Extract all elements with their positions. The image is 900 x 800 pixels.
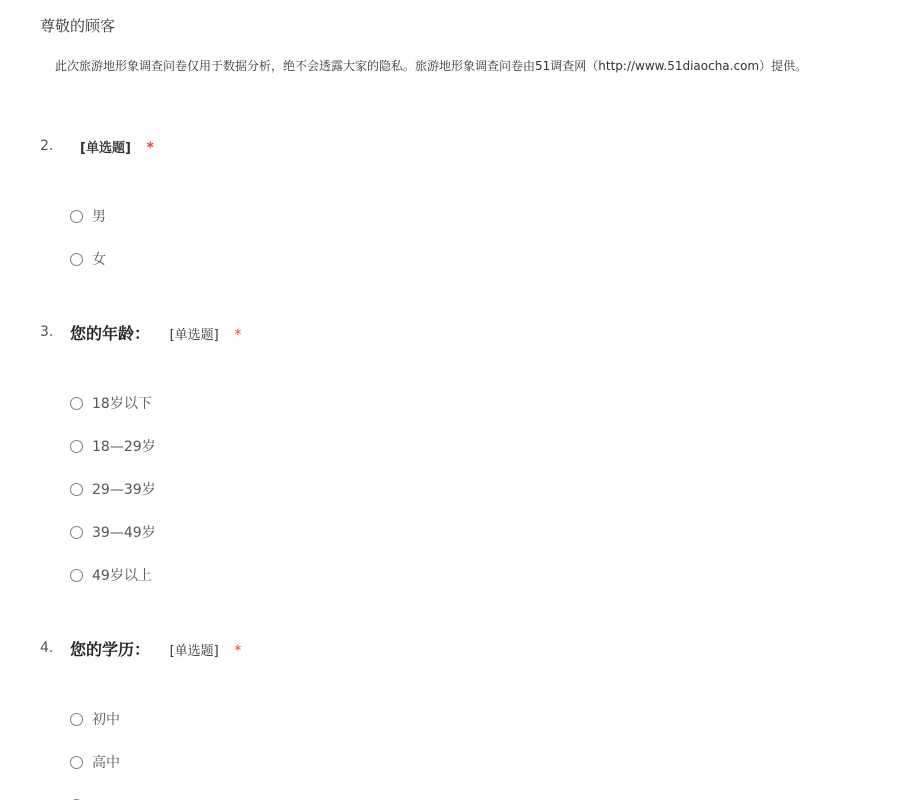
radio-button-icon[interactable] [70, 526, 83, 539]
required-marker: * [234, 327, 242, 343]
question-type-label: [单选题] [169, 644, 219, 659]
option-age-18-29[interactable] [70, 435, 156, 457]
question-title-row [70, 321, 241, 344]
question-title: 您的年龄： [70, 324, 151, 343]
option-label: 39—49岁 [92, 525, 156, 541]
option-label: 18岁以下 [92, 396, 152, 412]
option-label: 初中 [92, 712, 120, 728]
question-number: 4. [40, 640, 54, 656]
option-age-39-49[interactable] [70, 521, 156, 543]
required-marker: * [234, 643, 242, 659]
intro-text: 此次旅游地形象调查问卷仅用于数据分析，绝不会透露大家的隐私。旅游地形象调查问卷由51调查网（http://www.51diaocha.com）提供。 [55, 59, 808, 73]
option-edu-high-school[interactable] [70, 751, 120, 773]
option-age-over-49[interactable] [70, 564, 152, 586]
greeting-heading: 尊敬的顾客 [40, 17, 116, 35]
option-age-29-39[interactable] [70, 478, 156, 500]
option-label: 18—29岁 [92, 439, 156, 455]
question-4 [40, 637, 880, 661]
question-title: 您的学历： [70, 640, 151, 659]
option-female[interactable] [70, 248, 106, 270]
option-label: 49岁以上 [92, 568, 152, 584]
radio-button-icon[interactable] [70, 397, 83, 410]
radio-button-icon[interactable] [70, 483, 83, 496]
question-3 [40, 321, 880, 345]
option-label: 女 [92, 252, 106, 268]
question-number: 2. [40, 138, 54, 154]
radio-button-icon[interactable] [70, 569, 83, 582]
radio-button-icon[interactable] [70, 440, 83, 453]
option-edu-junior-high[interactable] [70, 708, 120, 730]
question-title-row [70, 637, 241, 660]
radio-button-icon[interactable] [70, 756, 83, 769]
option-edu-next-partial[interactable] [70, 794, 92, 800]
option-male[interactable] [70, 205, 106, 227]
question-2 [40, 135, 880, 159]
radio-button-icon[interactable] [70, 713, 83, 726]
question-header [40, 135, 880, 159]
question-title-row [80, 137, 154, 156]
radio-button-icon[interactable] [70, 253, 83, 266]
option-label: 高中 [92, 755, 120, 771]
option-age-under-18[interactable] [70, 392, 152, 414]
option-label: 男 [92, 209, 106, 225]
required-marker: * [146, 140, 154, 156]
question-type-label: [单选题] [169, 328, 219, 343]
question-header [40, 637, 880, 661]
question-number: 3. [40, 324, 54, 340]
radio-button-icon[interactable] [70, 210, 83, 223]
option-label: 29—39岁 [92, 482, 156, 498]
question-type-label: [单选题] [80, 141, 131, 156]
question-header [40, 321, 880, 345]
